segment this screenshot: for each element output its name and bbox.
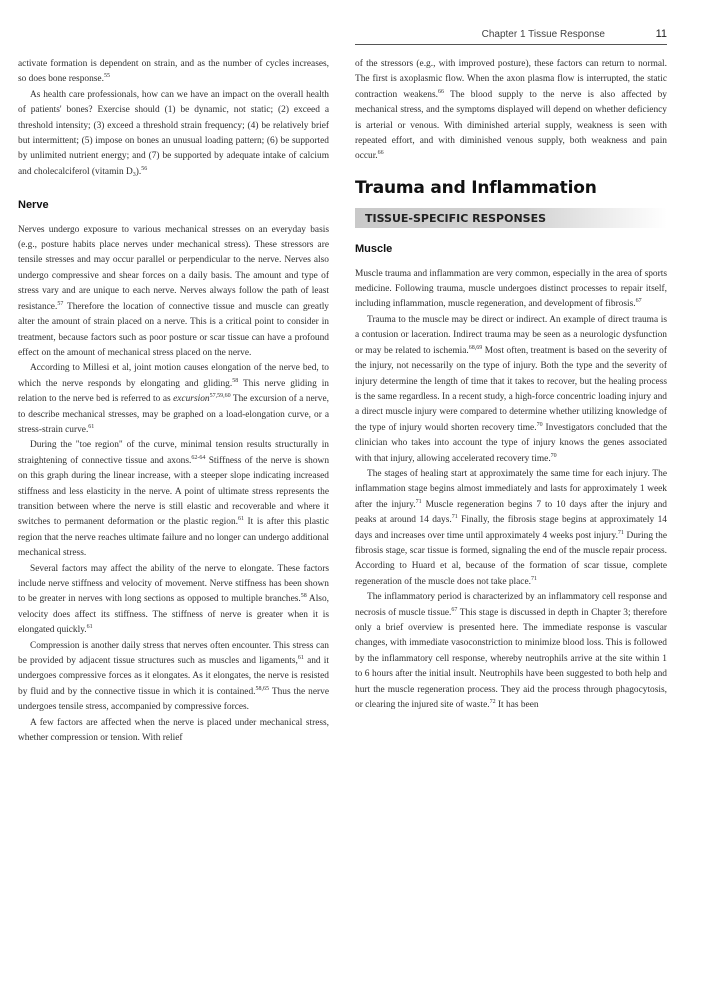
paragraph: A few factors are affected when the nerve is placed under mechanical stress, whether compression or tension. With relief — [18, 717, 329, 744]
paragraph: During the "toe region" of the curve, minimal tension results structurally in straightening of connective tissue and axons.$^{62-64}$ Stiffness of the nerve is shown on this graph during the linear increase, with a steeper slope indicating increased stiffness and less elasticity in the nerve. A point of ultimate stress represents the transition between where the nerve is still elastic and recoverable and where it switches to permanent deformation or the plastic region.$^{61}$ It is after this plastic region that the nerve reaches ultimate failure and no longer can undergo additional mechanical stress. — [18, 440, 330, 559]
reference: 70 — [550, 452, 557, 459]
reference: 58 — [232, 377, 239, 384]
paragraph: of the stressors (e.g., with improved posture), these factors can return to normal. The first is axoplasmic flow. When the axon plasma flow is interrupted, the static contraction weakens.$^{66}$ The blood supply to the nerve is also affected by mechanical stress, and the symptoms displayed will depend on whether deficiency is arterial or venous. With diminished arterial supply, weakness is seen with repeated effort, and with diminished venous supply, both weakness and pain occur.$^{66}$ — [355, 59, 667, 162]
reference: 55 — [103, 73, 110, 80]
paragraph: Trauma to the muscle may be direct or indirect. An example of direct trauma is a contusion or laceration. Indirect trauma may be seen as a neurologic dysfunction or may be related to ischemia.$^{68,69}$ Most often, treatment is based on the severity of the injury, not necessarily on the type of injury. Both the type and the severity of injury determine the length of time that it takes to recover, but the healing process is the same regardless. In a recent study, a high-force concentric loading injury and a direct muscle injury were compared to determine whether utilizing knowledge of the type of injury would shorten recovery time.$^{70}$ Investigators concluded that the clinician who takes into account the type of injury knows the genes associated with that injury, allowing accelerated recovery time.$^{70}$ — [355, 314, 667, 464]
reference: 67 — [451, 606, 458, 613]
right-column — [355, 57, 667, 713]
section-banner — [355, 208, 667, 228]
reference: 70 — [536, 421, 543, 428]
reference: 68,69 — [468, 344, 483, 351]
section-heading-nerve: Nerve — [18, 199, 49, 212]
left-column — [18, 57, 329, 746]
paragraph: As health care professionals, how can we have an impact on the overall health of patients' bones? Exercise should (1) be dynamic, not static; (2) exceed a threshold intensity; (3) exceed a threshold strain frequency; (4) be relatively brief but intermittent; (5) impose on bones an unusual loading pattern; (6) be supported by unlimited nutrient energy; and (7) be supported by adequate intake of calcium and cholecalciferol (vitamin $D_3).^{56}$ — [18, 89, 329, 178]
reference: 57,59,60 — [209, 393, 231, 400]
banner-label: TISSUE-SPECIFIC RESPONSES — [365, 212, 547, 226]
paragraph: Muscle trauma and inflammation are very common, especially in the area of sports medicine. Following trauma, muscle undergoes distinct processes to repair itself, including inflammation, muscle regeneration, and development of fibrosis.$^{67}$ — [355, 268, 667, 310]
page-header — [355, 29, 667, 45]
subscript: 3 — [132, 171, 136, 178]
reference: 58 — [300, 593, 307, 600]
reference: 67 — [635, 298, 642, 305]
reference: 66 — [437, 88, 444, 95]
reference: 66 — [377, 150, 384, 157]
reference: 62-64 — [191, 454, 206, 461]
paragraph: The stages of healing start at approximately the same time for each injury. The inflammation stage begins almost immediately and lasts for approximately 1 week after the injury.$^{71}$ Muscle regeneration begins 7 to 10 days after the injury and peaks at around 14 days.$^{71}$ Finally, the fibrosis stage begins at approximately 14 days and increases over time until approximately 4 weeks post injury.$^{71}$ During the fibrosis stage, scar tissue is formed, signaling the end of the muscle repair process. According to Huard et al, because of the formation of scar tissue, complete regeneration of the muscle does not take place.$^{71}$ — [355, 468, 667, 587]
reference: 56 — [141, 165, 148, 172]
running-head: Chapter 1 Tissue Response — [481, 29, 605, 40]
reference: 71 — [617, 529, 624, 536]
term-emphasis: excursion — [173, 394, 210, 405]
chapter-heading: Trauma and Inflammation — [355, 177, 597, 198]
page-number: 11 — [655, 28, 667, 40]
reference: 72 — [489, 699, 496, 706]
reference: 71 — [530, 575, 537, 582]
reference: 58,65 — [255, 685, 269, 692]
paragraph: Compression is another daily stress that nerves often encounter. This stress can be provided by adjacent tissue structures such as muscles and ligaments,$^{61}$ and it undergoes compressive forces as it elongates. As it elongates, the nerve is resisted by fluid and by the connective tissue in which it is contained.$^{58,65}$ Thus the nerve undergoes tensile stress, accompanied by compressive forces. — [18, 640, 330, 713]
reference: 61 — [297, 655, 304, 662]
reference: 61 — [86, 624, 93, 631]
section-heading-muscle: Muscle — [355, 243, 393, 256]
reference: 71 — [415, 498, 422, 505]
reference: 61 — [237, 516, 244, 523]
paragraph: Nerves undergo exposure to various mechanical stresses on an everyday basis (e.g., posture habits place nerves under mechanical stress). These stressors are tensile stresses and may occur parallel or perpendicular to the nerve. Nerves also undergo compressive and shear forces on a daily basis. The amount and type of stress vary and are unique to each nerve. Nerves always follow the path of least resistance.$^{57}$ Therefore the location of connective tissue and muscle can greatly alter the amount of strain placed on a nerve. This is a critical point to consider in treatment, because factors such as poor posture or scar tissue can have a profound effect on the amount of mechanical stress placed on the nerve. — [18, 224, 329, 358]
paragraph: The inflammatory period is characterized by an inflammatory cell response and necrosis of muscle tissue.$^{67}$ This stage is discussed in depth in Chapter 3; therefore only a brief overview is presented here. The immediate response is vascular changes, with immediate vasoconstriction to minimize blood loss. This is followed by the inflammatory cell response, whereby neutrophils arrive at the site within 1 to 6 hours after the initial insult. Neutrophils have been suggested to both help and hurt the muscle regeneration process. They aid the process through phagocytosis, or clearing the injured site of waste.$^{72}$ It has been — [355, 592, 667, 711]
reference: 57 — [57, 300, 64, 307]
paragraph: activate formation is dependent on strain, and as the number of cycles increases, so does bone response.$^{55}$ — [18, 59, 329, 85]
paragraph: According to Millesi et al, joint motion causes elongation of the nerve bed, to which the nerve responds by elongating and gliding.$^{58}$ This nerve gliding in relation to the nerve bed is referred to as excursion$^{57,59,60}$ The excursion of a nerve, to describe mechanical stresses, may be graphed on a load-elongation curve, or a stress-strain curve.$^{61}$ — [18, 363, 329, 435]
paragraph: Several factors may affect the ability of the nerve to elongate. These factors include nerve stiffness and velocity of movement. Nerve stiffness has been shown to be greater in nerves with long sections as opposed to multiple branches.$^{58}$ Also, velocity does affect its stiffness. The stiffness of nerve is greater when it is elongated quickly.$^{61}$ — [18, 563, 329, 636]
reference: 61 — [88, 423, 95, 430]
reference: 71 — [451, 514, 458, 521]
